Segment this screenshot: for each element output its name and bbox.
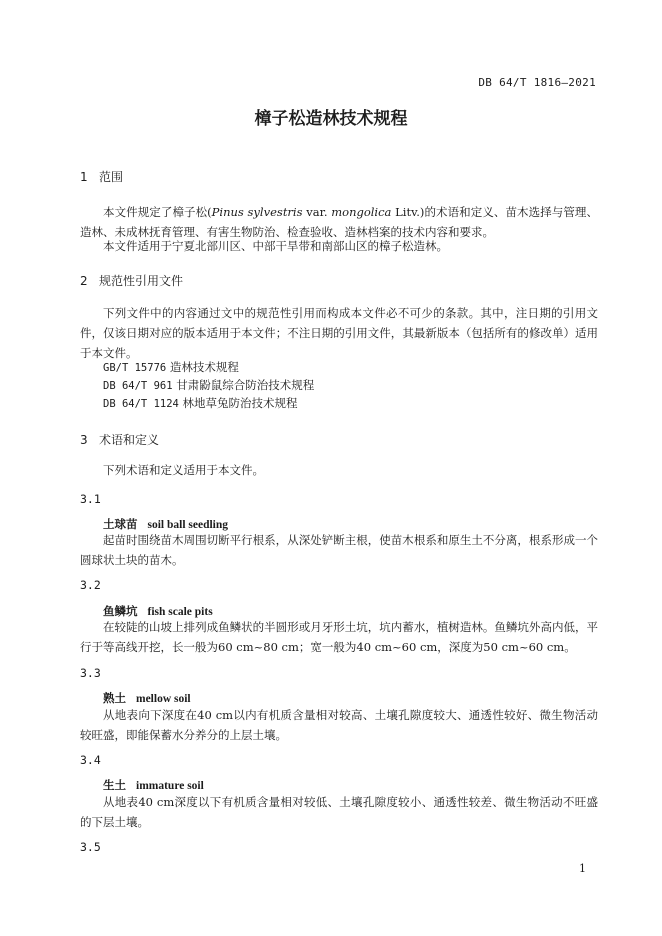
term-title — [103, 690, 191, 706]
section-title: 范围 — [99, 170, 124, 184]
term-number: 3.2 — [80, 578, 101, 592]
section-3-heading — [80, 431, 159, 448]
term-zh: 生土 — [103, 778, 126, 792]
term-en: soil ball seedling — [147, 519, 229, 531]
section-title: 规范性引用文件 — [99, 274, 184, 288]
term-zh: 鱼鳞坑 — [103, 604, 138, 618]
document-title: 樟子松造林技术规程 — [254, 109, 408, 129]
species-name: mongolica — [331, 205, 392, 219]
term-number: 3.4 — [80, 753, 101, 767]
normative-references-intro: 下列文件中的内容通过文中的规范性引用而构成本文件必不可少的条款。其中，注日期的引用文件，仅该日期对应的版本适用于本文件；不注日期的引用文件，其最新版本（包括所有的修改单）适用于本文件。 — [80, 306, 598, 360]
reference-code: DB 64/T 1124 — [103, 398, 179, 410]
term-en: mellow soil — [136, 693, 191, 705]
section-1-heading — [80, 168, 123, 185]
reference-item — [103, 359, 239, 375]
term-definition: 起苗时围绕苗木周围切断平行根系，从深处铲断主根，使苗木根系和原生土不分离，根系形成一个圆球状土块的苗木。 — [80, 533, 598, 567]
term-zh: 土球苗 — [103, 517, 138, 531]
terms-intro: 下列术语和定义适用于本文件。 — [103, 463, 264, 477]
reference-title: 造林技术规程 — [169, 360, 239, 374]
scope-paragraph-1: 本文件规定了樟子松(Pinus sylvestris var. mongolica Litv.)的术语和定义、苗木选择与管理、造林、未成林抚育管理、有害生物防治、检查验收、造林档案的技术内容和要求。 — [80, 205, 598, 239]
section-number: 1 — [80, 170, 88, 184]
term-en: immature soil — [136, 780, 204, 792]
reference-title: 甘肃鼢鼠综合防治技术规程 — [176, 378, 315, 392]
term-title — [103, 777, 204, 793]
genus-name: Pinus sylvestris — [211, 205, 303, 219]
reference-title: 林地草兔防治技术规程 — [182, 396, 298, 410]
scope-paragraph-2: 本文件适用于宁夏北部川区、中部干旱带和南部山区的樟子松造林。 — [103, 239, 448, 253]
page-number: 1 — [579, 862, 586, 875]
section-number: 3 — [80, 433, 88, 447]
term-definition: 从地表向下深度在40 cm以内有机质含量相对较高、土壤孔隙度较大、通透性较好、微生物活动较旺盛，即能保蓄水分养分的上层土壤。 — [80, 708, 598, 742]
section-2-heading — [80, 272, 183, 289]
standard-code: DB 64/T 1816—2021 — [478, 76, 596, 89]
term-number: 3.1 — [80, 492, 101, 506]
section-title: 术语和定义 — [99, 433, 160, 447]
term-zh: 熟土 — [103, 691, 126, 705]
term-definition: 在较陡的山坡上排列成鱼鳞状的半圆形或月牙形土坑，坑内蓄水，植树造林。鱼鳞坑外高内低，平行于等高线开挖，长一般为60 cm~80 cm；宽一般为40 cm~60 cm，深度为50 cm~60 cm。 — [80, 620, 598, 654]
term-number: 3.3 — [80, 666, 101, 680]
reference-item — [103, 377, 314, 393]
term-number: 3.5 — [80, 840, 101, 854]
term-en: fish scale pits — [147, 606, 213, 618]
reference-code: DB 64/T 961 — [103, 380, 173, 392]
reference-code: GB/T 15776 — [103, 362, 167, 374]
reference-item — [103, 395, 298, 411]
term-definition: 从地表40 cm深度以下有机质含量相对较低、土壤孔隙度较小、通透性较差、微生物活动不旺盛的下层土壤。 — [80, 795, 598, 829]
section-number: 2 — [80, 274, 88, 288]
